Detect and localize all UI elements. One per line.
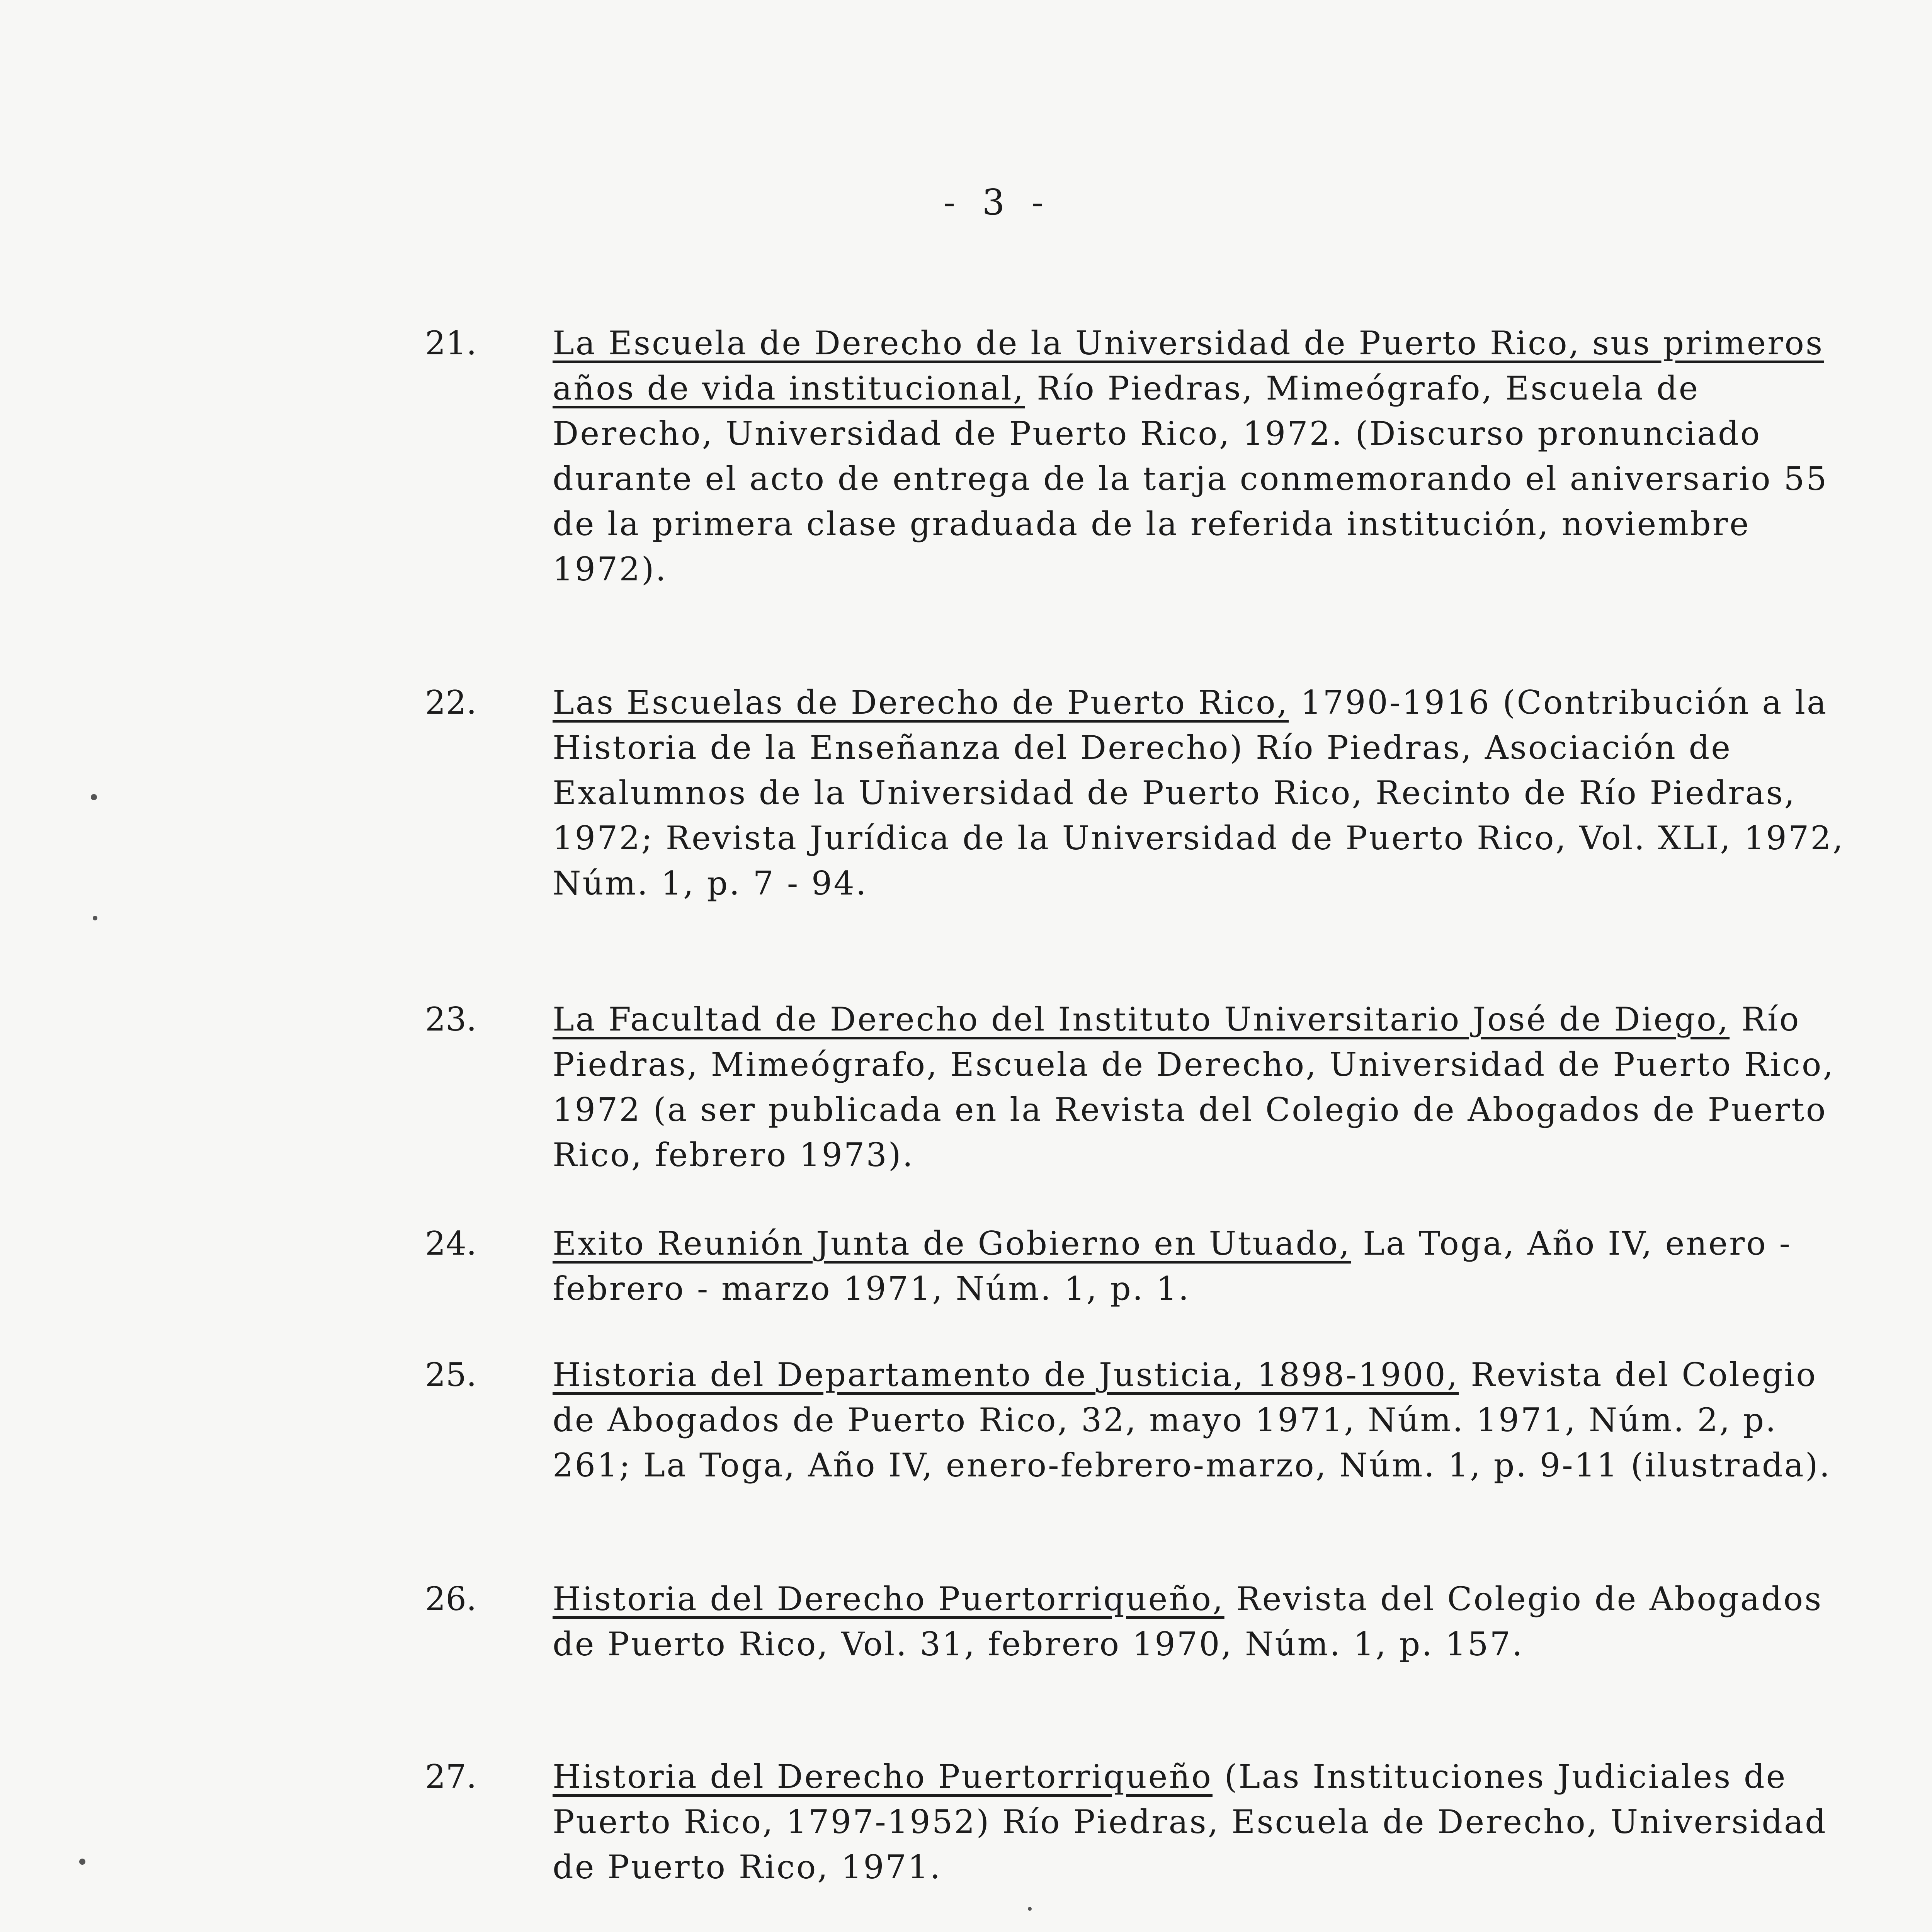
entry-number: 22. <box>425 684 477 721</box>
entry-number: 25. <box>425 1356 477 1394</box>
entry-text <box>553 1352 1866 1488</box>
entry-text <box>553 1577 1866 1667</box>
entry-number: 27. <box>425 1758 477 1796</box>
entry-title: Historia del Derecho Puertorriqueño, <box>553 1580 1225 1618</box>
entry-details: Río Piedras, Mimeógrafo, Escuela de Derecho, Universidad de Puerto Rico, 1972. (Discurso pronunciado durante el acto de entrega de la tarja conmemorando el aniversario 55 de la primera clase graduada de la referida institución, noviembre 1972). <box>553 369 1828 588</box>
entry-text <box>553 997 1866 1178</box>
scan-speck <box>91 794 97 800</box>
scan-speck <box>93 916 97 920</box>
entry-number: 26. <box>425 1580 477 1618</box>
entry-text <box>553 1754 1866 1890</box>
scan-speck <box>1028 1907 1032 1911</box>
entry-title: Las Escuelas de Derecho de Puerto Rico, <box>553 684 1289 721</box>
scan-speck <box>79 1859 85 1865</box>
entry-details: Río Piedras, Mimeógrafo, Escuela de Derecho, Universidad de Puerto Rico, 1972 (a ser publicada en la Revista del Colegio de Abogados de Puerto Rico, febrero 1973). <box>553 1000 1835 1174</box>
entry-text <box>553 680 1866 906</box>
entry-number: 21. <box>425 324 477 362</box>
page-number: - 3 - <box>943 182 1051 223</box>
entry-title: Historia del Derecho Puertorriqueño <box>553 1758 1213 1796</box>
entry-text <box>553 321 1866 592</box>
entry-number: 23. <box>425 1000 477 1038</box>
entry-details: Revista del Colegio de Abogados de Puerto Rico, Vol. 31, febrero 1970, Núm. 1, p. 157. <box>553 1580 1823 1663</box>
entry-number: 24. <box>425 1225 477 1262</box>
entry-title: Historia del Departamento de Justicia, 1898-1900, <box>553 1356 1459 1394</box>
entry-details: (Las Instituciones Judiciales de Puerto Rico, 1797-1952) Río Piedras, Escuela de Derecho, Universidad de Puerto Rico, 1971. <box>553 1758 1827 1886</box>
entry-details: 1790-1916 (Contribución a la Historia de la Enseñanza del Derecho) Río Piedras, Asociación de Exalumnos de la Universidad de Puerto Rico, Recinto de Río Piedras, 1972; Revista Jurídica de la Universidad de Puerto Rico, Vol. XLI, 1972, Núm. 1, p. 7 - 94. <box>553 684 1845 902</box>
entry-details: La Toga, Año IV, enero - febrero - marzo 1971, Núm. 1, p. 1. <box>553 1225 1792 1308</box>
entry-text <box>553 1221 1866 1311</box>
entry-title: Exito Reunión Junta de Gobierno en Utuado, <box>553 1225 1351 1262</box>
entry-title: La Escuela de Derecho de la Universidad de Puerto Rico, sus primeros años de vida institucional, <box>553 324 1824 407</box>
entry-title: La Facultad de Derecho del Instituto Universitario José de Diego, <box>553 1000 1730 1038</box>
entry-details: Revista del Colegio de Abogados de Puerto Rico, 32, mayo 1971, Núm. 1971, Núm. 2, p. 261; La Toga, Año IV, enero-febrero-marzo, Núm. 1, p. 9-11 (ilustrada). <box>553 1356 1832 1484</box>
